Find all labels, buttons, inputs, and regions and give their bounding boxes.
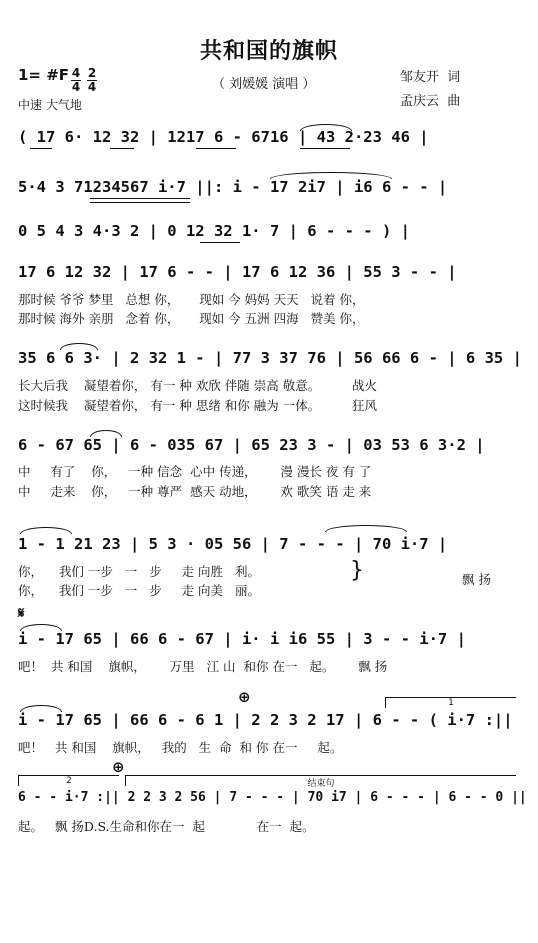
slur <box>325 525 407 532</box>
singer-credit: （ 刘媛媛 演唱 ） <box>212 77 316 92</box>
score-system-8: i - 17 65 | 66 6 - 67 | i· i i6 55 | 3 - - i·7 | <box>18 630 466 648</box>
lyric-line: 吧！ 共 和国 旗帜， 我的 生 命 和 你 在一 起。 <box>18 740 343 755</box>
slur <box>90 430 122 437</box>
score-system-9: i - 17 65 | 66 6 - 6 1 | 2 2 3 2 17 | 6 - - ( i·7 :|| <box>18 711 513 729</box>
score-system-7: 1 - 1 21 23 | 5 3 · 05 56 | 7 - - - | 70 i·7 | <box>18 535 448 553</box>
song-title: 共和国的旗帜 <box>199 39 338 64</box>
coda-mark: ⊕ <box>112 758 125 776</box>
score-system-10: 6 - - i·7 :|| 2 2 3 2 56 | 7 - - - | 70 i7 | 6 - - - | 6 - - 0 || <box>18 790 527 805</box>
lyric-verse-1: 你， 我们 一步 一 步 走 向胜 利。 <box>18 564 260 579</box>
lyric-verse-1: 那时候 爷爷 梦里 总想 你， 现如 今 妈妈 天天 说着 你， <box>18 292 365 307</box>
score-system-1: ( 17 6· 12 32 | 1217 6 - 6716 | 43 2·23 46 | <box>18 128 429 146</box>
slur <box>270 172 392 179</box>
underline <box>200 242 240 243</box>
slur <box>300 124 352 131</box>
score-system-2: 5·4 3 71234567 i·7 ||: i - 17 2i7 | i6 6 - - | <box>18 178 448 196</box>
time-signature-4-4: 4 4 <box>71 66 81 94</box>
lyricist-credit: 邹友开 词 <box>400 70 461 85</box>
lyric-verse-2: 那时候 海外 亲朋 念着 你， 现如 今 五洲 四海 赞美 你， <box>18 311 365 326</box>
ending-phrase-bracket: 结束句 <box>125 775 516 786</box>
time-signature-2-4: 2 4 <box>87 66 97 94</box>
underline <box>90 198 190 199</box>
coda-mark: ⊕ <box>238 688 251 706</box>
verse-brace: } <box>350 558 364 583</box>
lyric-verse-2: 中 走来 你， 一种 尊严 感天 动地， 欢 歌笑 语 走 来 <box>18 484 372 499</box>
key-signature: 1= #F <box>18 66 70 84</box>
slur <box>20 705 62 712</box>
underline <box>110 148 134 149</box>
underline <box>30 148 52 149</box>
score-system-4: 17 6 12 32 | 17 6 - - | 17 6 12 36 | 55 3 - - | <box>18 263 457 281</box>
segno-mark: 𝄋 <box>18 604 25 622</box>
slur <box>60 343 98 350</box>
lyric-line: 起。 飘 扬D.S.生命和你在一 起 在一 起。 <box>18 819 315 834</box>
tempo-marking: 中速 大气地 <box>18 98 82 112</box>
lyric-aside: 飘 扬 <box>462 572 491 587</box>
lyric-verse-1: 中 有了 你， 一种 信念 心中 传递， 漫 漫长 夜 有 了 <box>18 464 372 479</box>
slur <box>20 527 72 534</box>
score-system-5: 35 6 6 3· | 2 32 1 - | 77 3 37 76 | 56 66 6 - | 6 35 | <box>18 349 522 367</box>
composer-credit: 孟庆云 曲 <box>400 94 461 109</box>
underline <box>300 148 350 149</box>
score-system-6: 6 - 67 65 | 6 - 035 67 | 65 23 3 - | 03 53 6 3·2 | <box>18 436 485 454</box>
underline <box>196 148 236 149</box>
first-ending-bracket: 1 <box>385 697 516 708</box>
underline <box>90 202 190 203</box>
score-system-3: 0 5 4 3 4·3 2 | 0 12 32 1· 7 | 6 - - - ) | <box>18 222 410 240</box>
lyric-verse-1: 长大后我 凝望着你， 有一 种 欢欣 伴随 崇高 敬意。 战火 <box>18 378 378 393</box>
lyric-verse-2: 这时候我 凝望着你， 有一 种 思绪 和你 融为 一体。 狂风 <box>18 398 378 413</box>
second-ending-bracket: 2 <box>18 775 119 786</box>
lyric-line: 吧！ 共 和国 旗帜， 万里 江 山 和你 在一 起。 飘 扬 <box>18 659 388 674</box>
lyric-verse-2: 你， 我们 一步 一 步 走 向美 丽。 <box>18 583 260 598</box>
slur <box>20 624 62 631</box>
